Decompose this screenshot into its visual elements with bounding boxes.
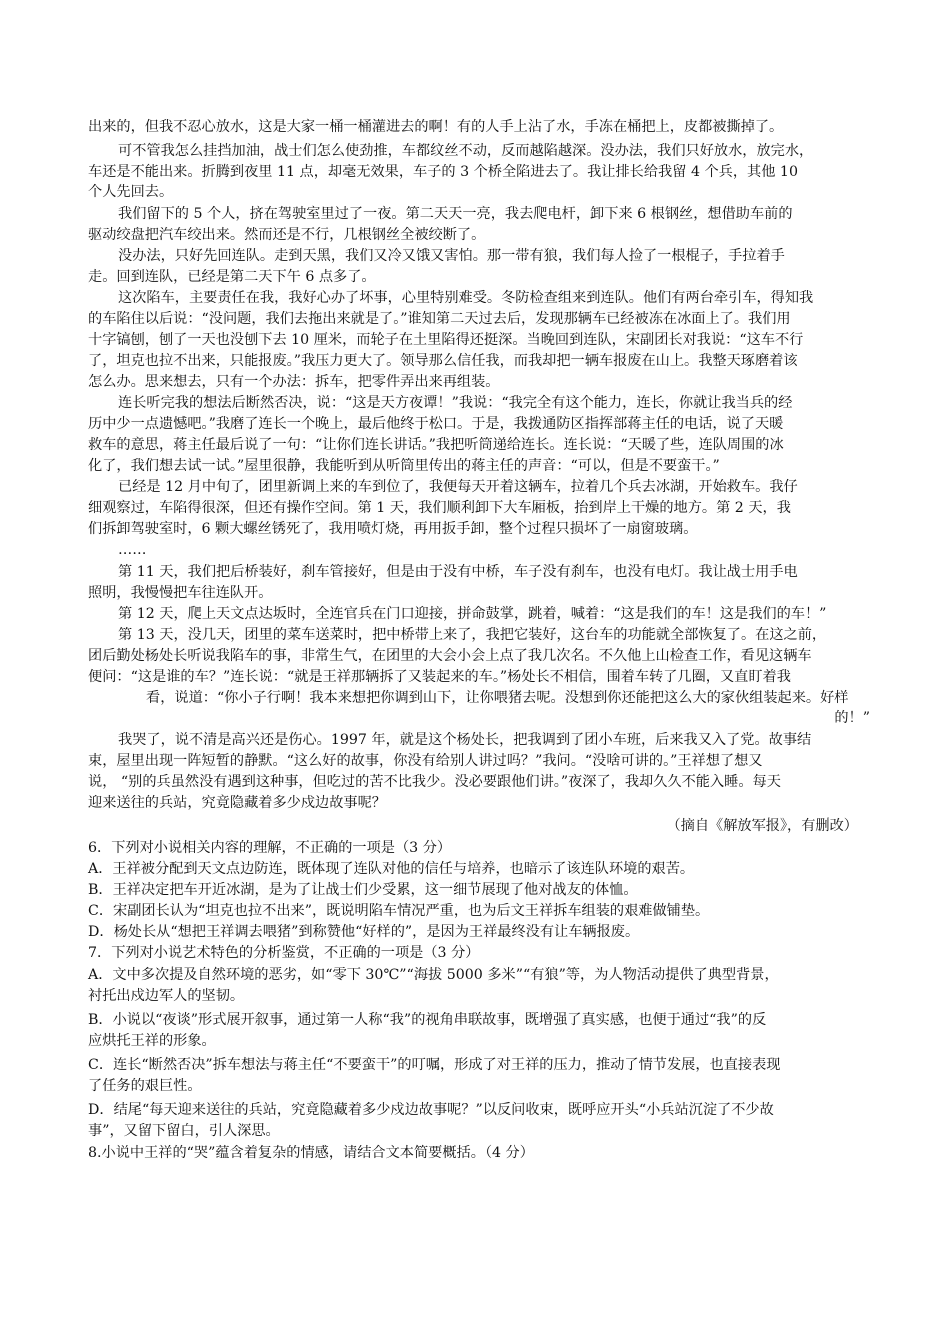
story-line: 说， “别的兵虽然没有遇到这种事，但吃过的苦不比我少。没必要跟他们讲。”夜深了，我却久久不能入睡。每天 (88, 774, 781, 790)
story-line: 救车的意思，蒋主任最后说了一句：“让你们连长讲话。”我把听筒递给连长。连长说：“天暖了些，连队周围的冰 (88, 437, 784, 453)
question-7-option-a-cont: 衬托出戍边军人的坚韧。 (88, 988, 245, 1004)
question-7-option-c: C．连长“断然否决”拆车想法与蒋主任“不要蛮干”的叮嘱，形成了对王祥的压力，推动了情节发展，也直接表现 (88, 1057, 781, 1073)
story-line: 可不管我怎么挂挡加油，战士们怎么使劲推，车都纹丝不动，反而越陷越深。没办法，我们只好放水，放完水， (118, 143, 814, 159)
story-line: 没办法，只好先回连队。走到天黑，我们又冷又饿又害怕。那一带有狼，我们每人捡了一根棍子，手拉着手 (118, 248, 785, 264)
question-7-option-a: A．文中多次提及自然环境的恶劣，如“零下 30℃”“海拔 5000 多米”“有狼”等，为人物活动提供了典型背景， (88, 967, 779, 983)
story-line: 历中少一点遗憾吧。”我磨了连长一个晚上，最后他终于松口。于是，我拨通防区指挥部蒋主任的电话，说了天暖 (88, 416, 784, 432)
story-line: 迎来送往的兵站，究竟隐藏着多少戍边故事呢？ (88, 795, 386, 811)
question-7-option-d-cont: 事”，又留下留白，引人深思。 (88, 1123, 280, 1139)
story-line: 驱动绞盘把汽车绞出来。然而还是不行，几根钢丝全被绞断了。 (88, 227, 486, 243)
story-line: 束，屋里出现一阵短暂的静默。“这么好的故事，你没有给别人讲过吗？”我问。“没啥可讲的。”王祥想了想又 (88, 753, 763, 769)
story-line: 走。回到连队，已经是第二天下午 6 点多了。 (88, 269, 376, 285)
story-line: 团后勤处杨处长听说我陷车的事，非常生气，在团里的大会小会上点了我几次名。不久他上山检查工作，看见这辆车 (88, 648, 812, 664)
story-line: 看，说道：“你小子行啊！我本来想把你调到山下，让你喂猪去呢。没想到你还能把这么大的家伙组装起来。好样 (146, 690, 849, 706)
story-line: 第 13 天，没几天，团里的菜车送菜时，把中桥带上来了，我把它装好，这台车的功能就全部恢复了。在这之前， (118, 627, 827, 643)
question-7-stem: 7．下列对小说艺术特色的分析鉴赏，不正确的一项是（3 分） (88, 945, 480, 961)
story-line: 怎么办。思来想去，只有一个办法：拆车，把零件弄出来再组装。 (88, 374, 500, 390)
question-6-option-b: B．王祥决定把车开近冰湖，是为了让战士们少受累，这一细节展现了他对战友的体恤。 (88, 882, 638, 898)
question-8-stem: 8.小说中王祥的“哭”蕴含着复杂的情感，请结合文本简要概括。（4 分） (88, 1145, 534, 1161)
question-6-stem: 6．下列对小说相关内容的理解，不正确的一项是（3 分） (88, 840, 452, 856)
story-line: 我们留下的 5 个人，挤在驾驶室里过了一夜。第二天天一亮，我去爬电杆，卸下来 6 根钢丝，想借助车前的 (118, 206, 793, 222)
question-7-option-b: B．小说以“夜谈”形式展开叙事，通过第一人称“我”的视角串联故事，既增强了真实感，也便于通过“我”的反 (88, 1012, 767, 1028)
story-line: 十字镐刨，刨了一天也没刨下去 10 厘米，而轮子在土里陷得还挺深。当晚回到连队，宋副团长对我说：“这车不行 (88, 332, 804, 348)
story-line: 个人先回去。 (88, 184, 174, 200)
story-line: 出来的，但我不忍心放水，这是大家一桶一桶灌进去的啊！有的人手上沾了水，手冻在桶把上，皮都被撕掉了。 (88, 119, 784, 135)
question-7-option-c-cont: 了任务的艰巨性。 (88, 1078, 202, 1094)
story-line: 细观察过，车陷得很深，但还有操作空间。第 1 天，我们顺利卸下大车厢板，抬到岸上干燥的地方。第 2 天，我 (88, 500, 791, 516)
story-line: 我哭了，说不清是高兴还是伤心。1997 年，就是这个杨处长，把我调到了团小车班，后来我又入了党。故事结 (118, 732, 812, 748)
story-line: 们拆卸驾驶室时，6 颗大螺丝锈死了，我用喷灯烧，再用扳手卸，整个过程只损坏了一扇窗玻璃。 (88, 521, 698, 537)
ellipsis-line: …… (118, 542, 147, 558)
question-7-option-b-cont: 应烘托王祥的形象。 (88, 1033, 216, 1049)
story-line: 化了，我们想去试一试。”屋里很静，我能听到从听筒里传出的蒋主任的声音：“可以，但是不要蛮干。” (88, 458, 720, 474)
story-line: 照明，我慢慢把车往连队开。 (88, 585, 273, 601)
story-line: 了，坦克也拉不出来，只能报废。”我压力更大了。领导那么信任我，而我却把一辆车报废在山上。我整天琢磨着该 (88, 353, 798, 369)
story-line: 车还是不能出来。折腾到夜里 11 点，却毫无效果，车子的 3 个桥全陷进去了。我让排长给我留 4 个兵，其他 10 (88, 164, 798, 180)
story-line: 第 12 天，爬上天文点达坂时，全连官兵在门口迎接，拼命鼓掌，跳着，喊着：“这是我们的车！这是我们的车！” (118, 606, 827, 622)
story-line: 的！” (834, 710, 870, 726)
question-7-option-d: D．结尾“每天迎来送往的兵站，究竟隐藏着多少戍边故事呢？”以反问收束，既呼应开头“小兵站沉淀了不少故 (88, 1102, 774, 1118)
story-line: 便问：“这是谁的车？”连长说：“就是王祥那辆拆了又装起来的车。”杨处长不相信，围着车转了几圈，又直盯着我 (88, 669, 791, 685)
story-line: 第 11 天，我们把后桥装好，刹车管接好，但是由于没有中桥，车子没有刹车，也没有电灯。我让战士用手电 (118, 564, 798, 580)
story-line: 这次陷车，主要责任在我，我好心办了坏事，心里特别难受。冬防检查组来到连队。他们有两台牵引车，得知我 (118, 290, 814, 306)
question-6-option-a: A．王祥被分配到天文点边防连，既体现了连队对他的信任与培养，也暗示了该连队环境的艰苦。 (88, 861, 695, 877)
story-line: 连长听完我的想法后断然否决，说：“这是天方夜谭！”我说：“我完全有这个能力，连长，你就让我当兵的经 (118, 395, 793, 411)
question-6-option-c: C．宋副团长认为“坦克也拉不出来”，既说明陷车情况严重，也为后文王祥拆车组装的艰难做铺垫。 (88, 903, 710, 919)
story-line: 已经是 12 月中旬了，团里新调上来的车到位了，我便每天开着这辆车，拉着几个兵去冰湖，开始救车。我仔 (118, 479, 798, 495)
source-citation: （摘自《解放军报》，有删改） (666, 818, 858, 834)
story-line: 的车陷住以后说：“没问题，我们去拖出来就是了。”谁知第二天过去后，发现那辆车已经被冻在冰面上了。我们用 (88, 311, 791, 327)
question-6-option-d: D．杨处长从“想把王祥调去喂猪”到称赞他“好样的”，是因为王祥最终没有让车辆报废。 (88, 924, 640, 940)
